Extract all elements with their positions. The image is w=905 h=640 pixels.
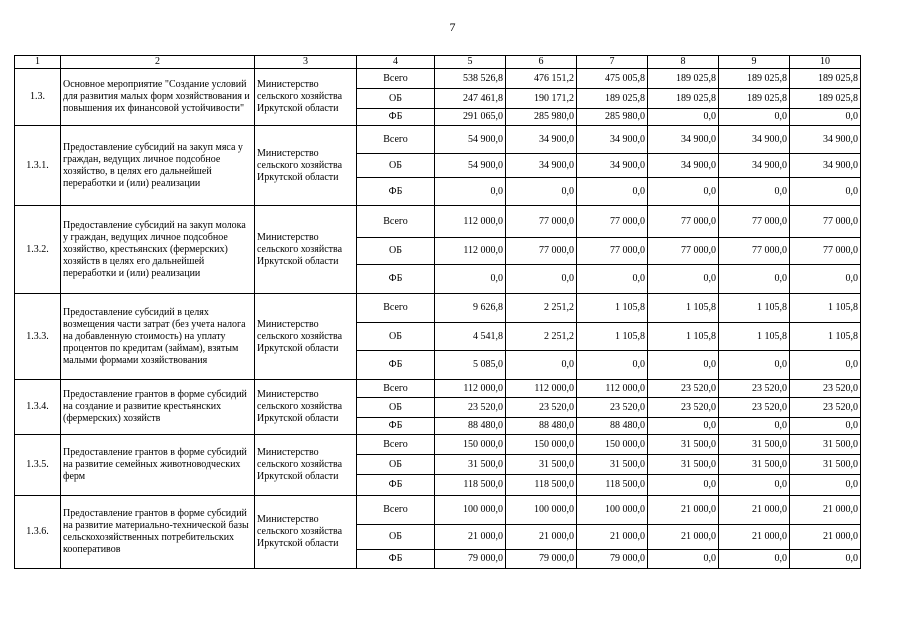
amount-cell: 9 626,8 [435, 294, 506, 323]
funding-source: ОБ [357, 89, 435, 109]
amount-cell: 31 500,0 [577, 455, 648, 475]
amount-cell: 189 025,8 [790, 69, 861, 89]
amount-cell: 77 000,0 [577, 238, 648, 265]
amount-cell: 475 005,8 [577, 69, 648, 89]
amount-cell: 112 000,0 [435, 238, 506, 265]
amount-cell: 0,0 [719, 475, 790, 496]
amount-cell: 0,0 [790, 351, 861, 380]
amount-cell: 88 480,0 [577, 418, 648, 435]
amount-cell: 0,0 [577, 265, 648, 294]
funding-source: ОБ [357, 238, 435, 265]
table-row [15, 435, 861, 455]
responsible-organization: Министерство сельского хозяйства Иркутской области [255, 294, 357, 380]
amount-cell: 2 251,2 [506, 294, 577, 323]
amount-cell: 21 000,0 [506, 525, 577, 550]
table-row [15, 69, 861, 89]
funding-source: ФБ [357, 475, 435, 496]
amount-cell: 0,0 [648, 351, 719, 380]
amount-cell: 34 900,0 [577, 126, 648, 154]
table-row [15, 496, 861, 525]
item-number: 1.3. [15, 69, 61, 126]
amount-cell: 54 900,0 [435, 154, 506, 178]
amount-cell: 189 025,8 [577, 89, 648, 109]
amount-cell: 0,0 [506, 265, 577, 294]
amount-cell: 31 500,0 [506, 455, 577, 475]
amount-cell: 0,0 [435, 265, 506, 294]
amount-cell: 0,0 [435, 178, 506, 206]
amount-cell: 77 000,0 [506, 238, 577, 265]
amount-cell: 112 000,0 [506, 380, 577, 398]
amount-cell: 77 000,0 [506, 206, 577, 238]
item-description: Предоставление субсидий в целях возмещения части затрат (без учета налога на добавленную стоимость) на уплату процентов по кредитам (займам), взятым малыми формами хозяйствования [61, 294, 255, 380]
column-header: 3 [255, 56, 357, 69]
amount-cell: 34 900,0 [648, 126, 719, 154]
amount-cell: 31 500,0 [790, 435, 861, 455]
amount-cell: 23 520,0 [648, 398, 719, 418]
amount-cell: 0,0 [719, 178, 790, 206]
funding-source: Всего [357, 496, 435, 525]
item-description: Предоставление субсидий на закуп молока у граждан, ведущих личное подсобное хозяйство, крестьянских (фермерских) хозяйств в целях его дальнейшей переработки и (или) реализации [61, 206, 255, 294]
item-description: Основное мероприятие "Создание условий для развития малых форм хозяйствования и повышения их финансовой устойчивости" [61, 69, 255, 126]
funding-source: ОБ [357, 525, 435, 550]
item-number: 1.3.1. [15, 126, 61, 206]
item-description: Предоставление грантов в форме субсидий на развитие материально-технической базы сельскохозяйственных потребительских кооперативов [61, 496, 255, 569]
column-header-row [15, 56, 861, 69]
funding-source: ОБ [357, 323, 435, 351]
amount-cell: 4 541,8 [435, 323, 506, 351]
amount-cell: 21 000,0 [577, 525, 648, 550]
amount-cell: 0,0 [648, 109, 719, 126]
amount-cell: 77 000,0 [790, 238, 861, 265]
amount-cell: 0,0 [790, 475, 861, 496]
amount-cell: 0,0 [648, 178, 719, 206]
amount-cell: 34 900,0 [790, 126, 861, 154]
amount-cell: 88 480,0 [435, 418, 506, 435]
amount-cell: 0,0 [648, 550, 719, 569]
item-number: 1.3.3. [15, 294, 61, 380]
amount-cell: 0,0 [790, 550, 861, 569]
item-number: 1.3.2. [15, 206, 61, 294]
responsible-organization: Министерство сельского хозяйства Иркутской области [255, 206, 357, 294]
amount-cell: 100 000,0 [506, 496, 577, 525]
amount-cell: 1 105,8 [719, 323, 790, 351]
amount-cell: 118 500,0 [435, 475, 506, 496]
funding-source: Всего [357, 69, 435, 89]
responsible-organization: Министерство сельского хозяйства Иркутской области [255, 126, 357, 206]
amount-cell: 0,0 [577, 351, 648, 380]
amount-cell: 77 000,0 [719, 238, 790, 265]
amount-cell: 23 520,0 [506, 398, 577, 418]
amount-cell: 34 900,0 [719, 154, 790, 178]
amount-cell: 118 500,0 [577, 475, 648, 496]
funding-source: ОБ [357, 154, 435, 178]
amount-cell: 34 900,0 [648, 154, 719, 178]
amount-cell: 1 105,8 [577, 294, 648, 323]
amount-cell: 190 171,2 [506, 89, 577, 109]
item-description: Предоставление субсидий на закуп мяса у граждан, ведущих личное подсобное хозяйство, в целях его дальнейшей переработки и (или) реализации [61, 126, 255, 206]
amount-cell: 0,0 [790, 418, 861, 435]
amount-cell: 77 000,0 [790, 206, 861, 238]
amount-cell: 23 520,0 [719, 380, 790, 398]
column-header: 6 [506, 56, 577, 69]
funding-source: Всего [357, 380, 435, 398]
amount-cell: 100 000,0 [435, 496, 506, 525]
amount-cell: 34 900,0 [790, 154, 861, 178]
amount-cell: 285 980,0 [577, 109, 648, 126]
amount-cell: 31 500,0 [648, 435, 719, 455]
amount-cell: 189 025,8 [648, 69, 719, 89]
amount-cell: 0,0 [719, 265, 790, 294]
amount-cell: 31 500,0 [648, 455, 719, 475]
table-row [15, 294, 861, 323]
amount-cell: 77 000,0 [648, 238, 719, 265]
responsible-organization: Министерство сельского хозяйства Иркутской области [255, 435, 357, 496]
amount-cell: 21 000,0 [435, 525, 506, 550]
column-header: 8 [648, 56, 719, 69]
amount-cell: 538 526,8 [435, 69, 506, 89]
responsible-organization: Министерство сельского хозяйства Иркутской области [255, 380, 357, 435]
amount-cell: 2 251,2 [506, 323, 577, 351]
amount-cell: 0,0 [719, 351, 790, 380]
item-number: 1.3.6. [15, 496, 61, 569]
amount-cell: 77 000,0 [719, 206, 790, 238]
funding-source: Всего [357, 206, 435, 238]
funding-source: ФБ [357, 550, 435, 569]
funding-source: Всего [357, 435, 435, 455]
amount-cell: 79 000,0 [435, 550, 506, 569]
amount-cell: 21 000,0 [719, 496, 790, 525]
responsible-organization: Министерство сельского хозяйства Иркутской области [255, 496, 357, 569]
column-header: 7 [577, 56, 648, 69]
amount-cell: 88 480,0 [506, 418, 577, 435]
amount-cell: 23 520,0 [577, 398, 648, 418]
amount-cell: 34 900,0 [719, 126, 790, 154]
amount-cell: 189 025,8 [648, 89, 719, 109]
amount-cell: 23 520,0 [719, 398, 790, 418]
column-header: 1 [15, 56, 61, 69]
amount-cell: 31 500,0 [719, 435, 790, 455]
amount-cell: 23 520,0 [790, 380, 861, 398]
amount-cell: 0,0 [790, 265, 861, 294]
amount-cell: 0,0 [506, 178, 577, 206]
amount-cell: 31 500,0 [435, 455, 506, 475]
amount-cell: 291 065,0 [435, 109, 506, 126]
amount-cell: 0,0 [648, 475, 719, 496]
amount-cell: 1 105,8 [790, 294, 861, 323]
amount-cell: 21 000,0 [719, 525, 790, 550]
funding-source: Всего [357, 126, 435, 154]
amount-cell: 1 105,8 [648, 294, 719, 323]
amount-cell: 285 980,0 [506, 109, 577, 126]
column-header: 10 [790, 56, 861, 69]
amount-cell: 0,0 [719, 418, 790, 435]
funding-source: ФБ [357, 418, 435, 435]
funding-source: ОБ [357, 455, 435, 475]
table-row [15, 126, 861, 154]
amount-cell: 189 025,8 [790, 89, 861, 109]
table-row [15, 380, 861, 398]
amount-cell: 0,0 [790, 178, 861, 206]
amount-cell: 1 105,8 [648, 323, 719, 351]
item-number: 1.3.4. [15, 380, 61, 435]
item-number: 1.3.5. [15, 435, 61, 496]
amount-cell: 189 025,8 [719, 69, 790, 89]
amount-cell: 77 000,0 [648, 206, 719, 238]
column-header: 5 [435, 56, 506, 69]
amount-cell: 79 000,0 [577, 550, 648, 569]
amount-cell: 23 520,0 [790, 398, 861, 418]
amount-cell: 112 000,0 [435, 380, 506, 398]
amount-cell: 189 025,8 [719, 89, 790, 109]
amount-cell: 23 520,0 [648, 380, 719, 398]
funding-source: ФБ [357, 265, 435, 294]
amount-cell: 476 151,2 [506, 69, 577, 89]
amount-cell: 0,0 [648, 418, 719, 435]
amount-cell: 118 500,0 [506, 475, 577, 496]
amount-cell: 1 105,8 [577, 323, 648, 351]
amount-cell: 21 000,0 [790, 496, 861, 525]
item-description: Предоставление грантов в форме субсидий на создание и развитие крестьянских (фермерских) хозяйств [61, 380, 255, 435]
amount-cell: 21 000,0 [648, 525, 719, 550]
page-number: 7 [449, 20, 456, 34]
amount-cell: 34 900,0 [506, 126, 577, 154]
funding-source: Всего [357, 294, 435, 323]
amount-cell: 0,0 [719, 550, 790, 569]
funding-source: ФБ [357, 178, 435, 206]
amount-cell: 31 500,0 [790, 455, 861, 475]
amount-cell: 150 000,0 [435, 435, 506, 455]
table-row [15, 206, 861, 238]
amount-cell: 0,0 [506, 351, 577, 380]
responsible-organization: Министерство сельского хозяйства Иркутской области [255, 69, 357, 126]
amount-cell: 1 105,8 [790, 323, 861, 351]
item-description: Предоставление грантов в форме субсидий на развитие семейных животноводческих ферм [61, 435, 255, 496]
amount-cell: 34 900,0 [577, 154, 648, 178]
amount-cell: 100 000,0 [577, 496, 648, 525]
amount-cell: 34 900,0 [506, 154, 577, 178]
budget-table [14, 55, 861, 569]
amount-cell: 21 000,0 [648, 496, 719, 525]
amount-cell: 0,0 [790, 109, 861, 126]
funding-source: ФБ [357, 351, 435, 380]
amount-cell: 0,0 [648, 265, 719, 294]
amount-cell: 79 000,0 [506, 550, 577, 569]
funding-source: ОБ [357, 398, 435, 418]
amount-cell: 150 000,0 [506, 435, 577, 455]
amount-cell: 23 520,0 [435, 398, 506, 418]
amount-cell: 0,0 [577, 178, 648, 206]
amount-cell: 21 000,0 [790, 525, 861, 550]
amount-cell: 31 500,0 [719, 455, 790, 475]
amount-cell: 54 900,0 [435, 126, 506, 154]
amount-cell: 1 105,8 [719, 294, 790, 323]
amount-cell: 77 000,0 [577, 206, 648, 238]
amount-cell: 150 000,0 [577, 435, 648, 455]
funding-source: ФБ [357, 109, 435, 126]
amount-cell: 112 000,0 [577, 380, 648, 398]
column-header: 2 [61, 56, 255, 69]
amount-cell: 112 000,0 [435, 206, 506, 238]
amount-cell: 5 085,0 [435, 351, 506, 380]
amount-cell: 0,0 [719, 109, 790, 126]
column-header: 9 [719, 56, 790, 69]
column-header: 4 [357, 56, 435, 69]
amount-cell: 247 461,8 [435, 89, 506, 109]
